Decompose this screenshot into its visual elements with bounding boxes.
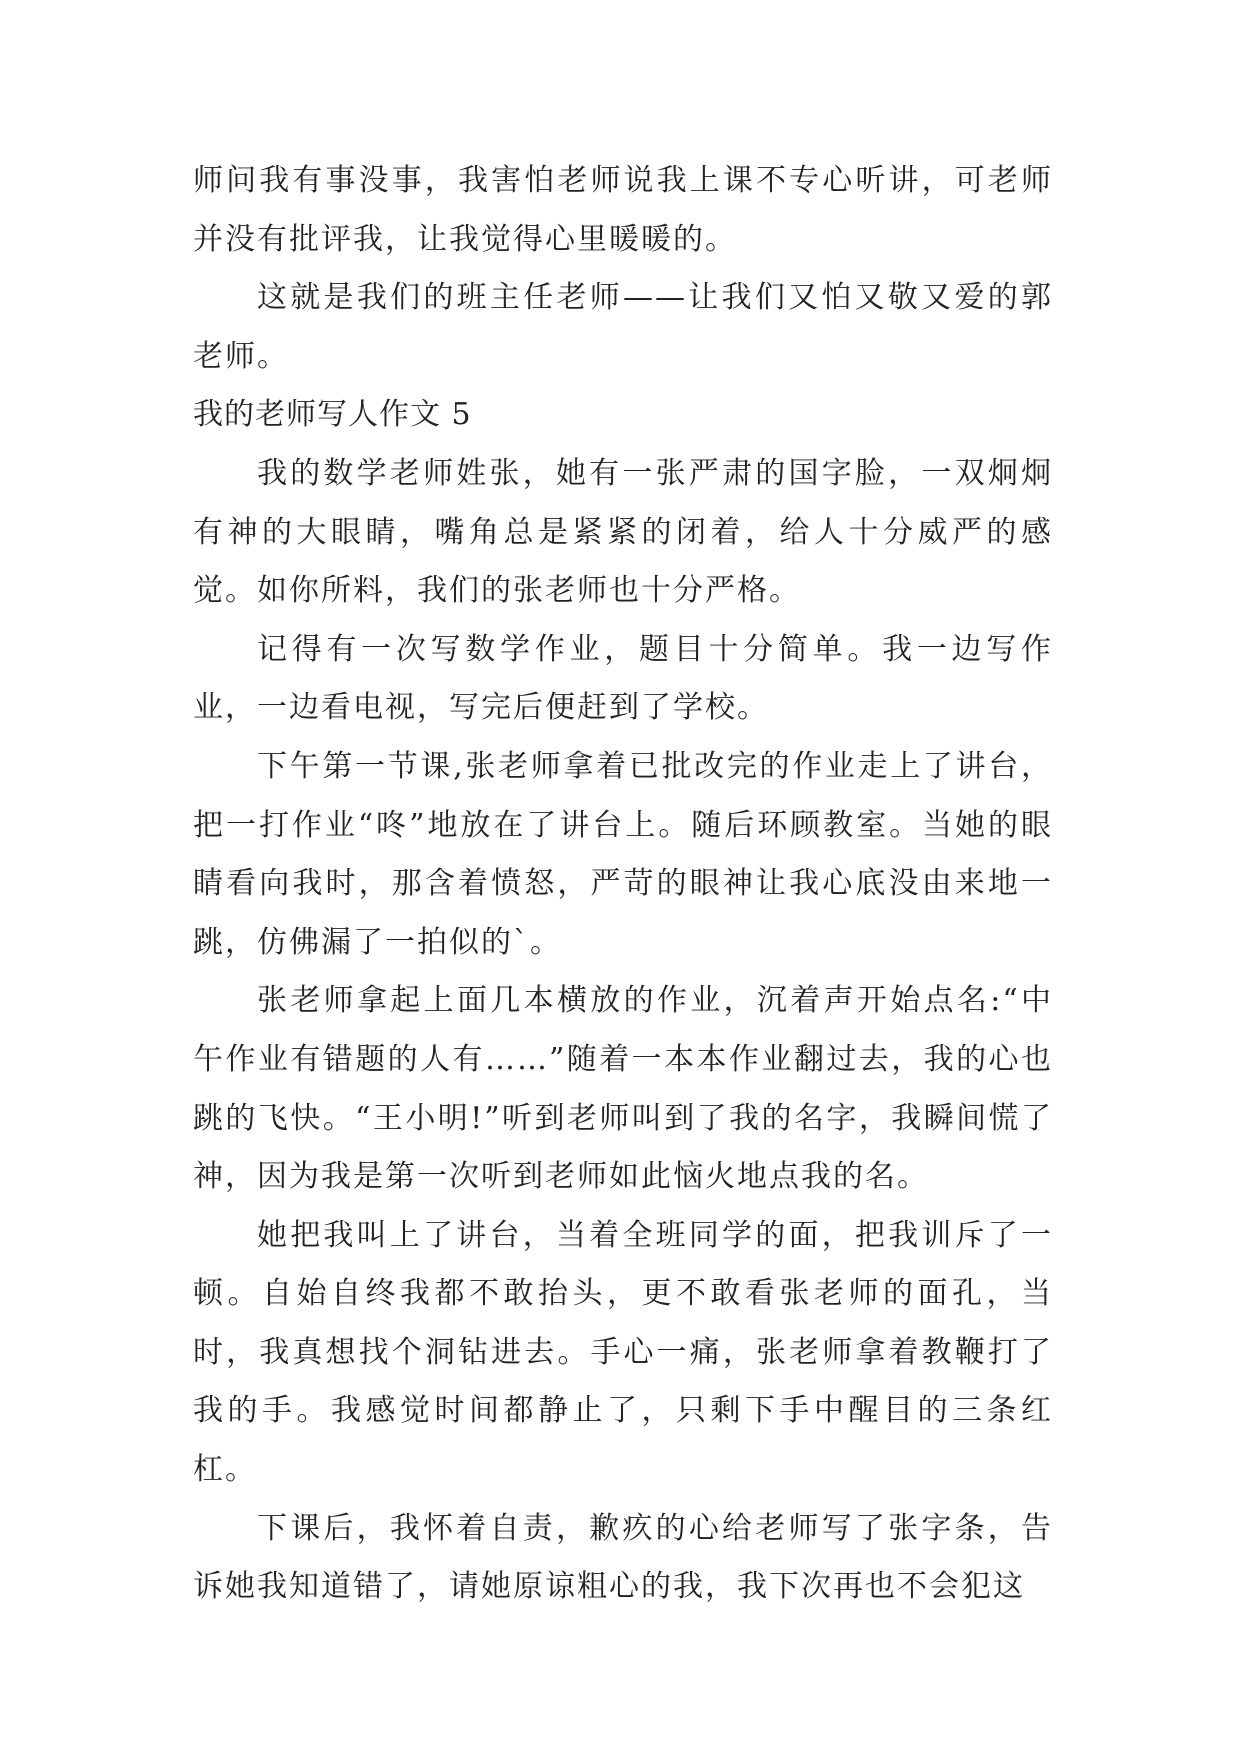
paragraph-1: 师问我有事没事，我害怕老师说我上课不专心听讲，可老师并没有批评我，让我觉得心里暖暖的。 [193, 163, 1053, 257]
paragraph-6: 下午第一节课,张老师拿着已批改完的作业走上了讲台，把一打作业“咚”地放在了讲台上。随后环顾教室。当她的眼睛看向我时，那含着愤怒，严苛的眼神让我心底没由来地一跳，仿佛漏了一拍似的`。 [193, 748, 1053, 960]
paragraph-9: 下课后，我怀着自责，歉疚的心给老师写了张字条，告诉她我知道错了，请她原谅粗心的我，我下次再也不会犯这 [193, 1510, 1053, 1605]
paragraph-7: 张老师拿起上面几本横放的作业，沉着声开始点名:“中午作业有错题的人有……”随着一本本作业翻过去，我的心也跳的飞快。“王小明!”听到老师叫到了我的名字，我瞬间慌了神，因为我是第一次听到老师如此恼火地点我的名。 [193, 983, 1053, 1195]
section-heading: 我的老师写人作文 5 [193, 397, 472, 433]
paragraph-5: 记得有一次写数学作业，题目十分简单。我一边写作业，一边看电视，写完后便赶到了学校。 [193, 631, 1053, 726]
document-page [193, 152, 1053, 1617]
paragraph-4: 我的数学老师姓张，她有一张严肃的国字脸，一双炯炯有神的大眼睛，嘴角总是紧紧的闭着，给人十分威严的感觉。如你所料，我们的张老师也十分严格。 [193, 455, 1053, 609]
paragraph-8: 她把我叫上了讲台，当着全班同学的面，把我训斥了一顿。自始自终我都不敢抬头，更不敢看张老师的面孔，当时，我真想找个洞钻进去。手心一痛，张老师拿着教鞭打了我的手。我感觉时间都静止了，只剩下手中醒目的三条红杠。 [193, 1217, 1053, 1488]
paragraph-2: 这就是我们的班主任老师——让我们又怕又敬又爱的郭老师。 [193, 280, 1053, 374]
